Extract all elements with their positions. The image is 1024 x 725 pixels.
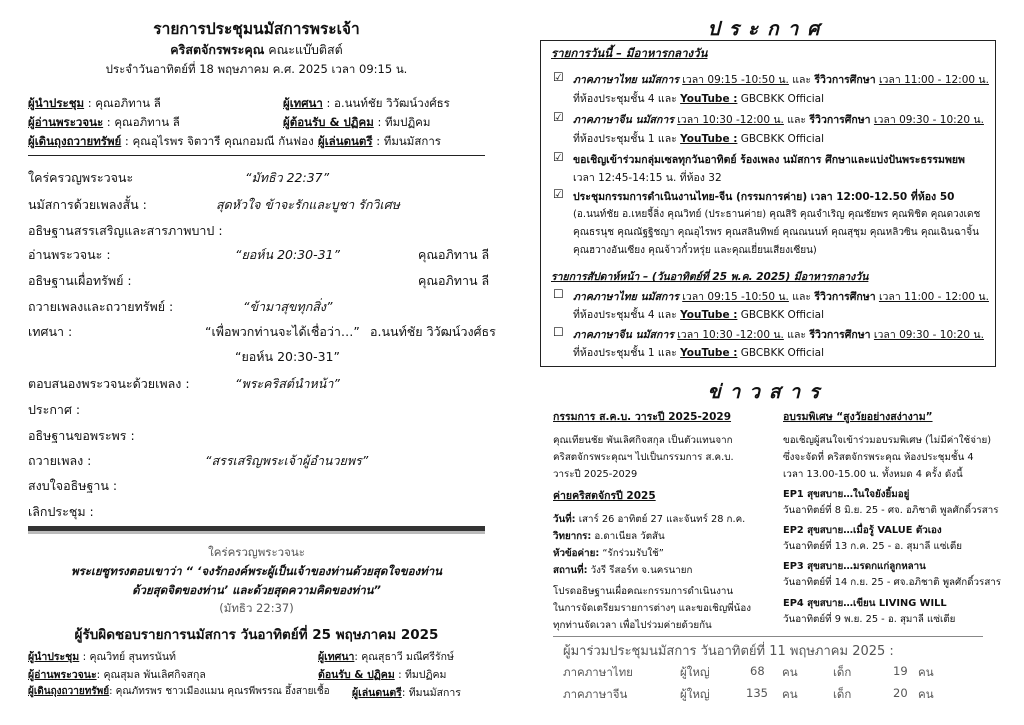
service-date: ประจำวันอาทิตย์ที่ 18 พฤษภาคม ค.ศ. 2025 เวลา 09:15 น.: [105, 62, 408, 76]
item-room: ที่ห้องประชุมชั้น 4 และ: [573, 309, 681, 321]
next-musician-label: ผู้เล่นดนตรี: [352, 687, 402, 699]
episode-date: วันอาทิตย์ที่ 13 ก.ค. 25 - อ. สุมาลี แซ่เตีย: [783, 541, 962, 552]
next-week-heading: รายการสัปดาห์หน้า – (วันอาทิตย์ที่ 25 พ.ค. 2025) มีอาหารกลางวัน: [551, 271, 869, 283]
staff-musician: [318, 133, 441, 151]
order-label: อธิษฐานขอพระพร :: [28, 428, 135, 443]
next-greeter: [318, 666, 446, 683]
next-leader-label: ผู้นำประชุม: [28, 651, 80, 663]
next-reader: [28, 666, 206, 683]
committee-meeting: ประชุมกรรมการดำเนินงานไทย-จีน (กรรมการค่าย) เวลา 12:00-12.50 ที่ห้อง 50: [573, 191, 955, 203]
news-text: คริสตจักรพระคุณฯ ไปเป็นกรรมการ ส.ค.บ.: [553, 452, 734, 463]
episode-title: EP3 สุขสบาย…มรดกแก่ลูกหลาน: [783, 561, 926, 572]
attendance-child-label: เด็ก: [833, 687, 852, 701]
checkbox-checked: ☑: [553, 110, 564, 124]
next-offering-label: ผู้เดินถุงถวายทรัพย์: [28, 686, 110, 697]
church-name-rest: คณะแบ๊บติสต์: [264, 42, 343, 57]
attendance-unit: คน: [918, 687, 934, 701]
news-text: ขอเชิญผู้สนใจเข้าร่วมอบรมพิเศษ (ไม่มีค่าใช้จ่าย): [783, 435, 992, 446]
camp-field-label: วิทยากร:: [553, 531, 592, 542]
staff-preacher-label: ผู้เทศนา: [283, 96, 323, 110]
bulletin-title: รายการประชุมนมัสการพระเจ้า: [153, 20, 360, 38]
order-label: ถวายเพลง :: [28, 453, 92, 468]
youtube-link[interactable]: YouTube :: [680, 309, 738, 321]
news-text: คุณเทียนชัย พันเลิศกิจสกุล เป็นตัวแทนจาก: [553, 435, 733, 446]
order-label: เลิกประชุม :: [28, 504, 94, 519]
next-item-line2: [573, 306, 824, 323]
committee-members: (อ.นนท์ชัย อ.เหยจี้ลิ่ง คุณวิทย์ (ประธานค่าย) คุณสิริ คุณจำเริญ คุณชัยพร คุณพิชิต คุณดวงเดช: [573, 209, 981, 220]
news-text: เวลา 13.00-15.00 น. ทั้งหมด 4 ครั้ง ดังนี้: [783, 469, 963, 480]
item-bold: ภาคภาษาไทย นมัสการ: [573, 74, 679, 86]
checkbox-unchecked: ☐: [553, 325, 564, 339]
order-detail: “ยอห์น 20:30-31”: [235, 349, 340, 364]
item-bold: ภาคภาษาจีน นมัสการ: [573, 329, 674, 341]
youtube-link[interactable]: YouTube :: [680, 347, 738, 359]
item-time2: เวลา 11:00 - 12:00 น.: [878, 74, 989, 86]
news-camp-heading: ค่ายคริสตจักรปี 2025: [553, 490, 656, 502]
order-detail: “ข้ามาสุขทุกสิ่ง”: [243, 299, 333, 314]
item-time2: เวลา 09:30 - 10:20 น.: [873, 114, 984, 126]
next-musician: [352, 684, 461, 701]
item-time: เวลา 10:30 -12:00 น.: [677, 114, 784, 126]
news-committee-heading: กรรมการ ส.ค.บ. วาระปี 2025-2029: [553, 411, 732, 423]
staff-leader: [28, 95, 161, 113]
checkbox-unchecked: ☐: [553, 287, 564, 301]
next-item-line1: [573, 326, 984, 343]
next-reader-label: ผู้อ่านพระวจนะ: [28, 669, 97, 681]
camp-field-label: หัวข้อค่าย:: [553, 548, 600, 559]
item-channel: GBCBKK Official: [737, 133, 825, 145]
youtube-link[interactable]: YouTube :: [680, 93, 738, 105]
item-room: ที่ห้องประชุมชั้น 1 และ: [573, 347, 681, 359]
camp-theme: [553, 546, 664, 561]
episode-date: วันอาทิตย์ที่ 9 พ.ย. 25 - อ. สุมาลี แซ่เตีย: [783, 614, 956, 625]
camp-field-value: “รักร่วมรับใช้”: [599, 548, 664, 559]
order-detail: “สรรเสริญพระเจ้าผู้อำนวยพร”: [205, 453, 369, 468]
next-offering: [28, 684, 330, 699]
item-time2: เวลา 09:30 - 10:20 น.: [873, 329, 984, 341]
order-label: อธิษฐานเผื่อทรัพย์ :: [28, 273, 132, 288]
item-bold: ภาคภาษาจีน นมัสการ: [573, 114, 674, 126]
committee-members: คุณธรนุช คุณณัฐฐิชญา คุณอุไรพร คุณสลินทิพย์ คุณณนนท์ คุณสุชุม คุณหลิวซิน คุณเฉินฉาจิ้น: [573, 227, 979, 238]
camp-field-value: วังรี รีสอร์ท จ.นครนายก: [587, 565, 693, 576]
item-room: ที่ห้องประชุมชั้น 1 และ: [573, 133, 681, 145]
staff-greeter-label: ผู้ต้อนรับ & ปฏิคม: [283, 115, 374, 129]
item-channel: GBCBKK Official: [737, 347, 825, 359]
today-item-line1: [573, 71, 989, 88]
meditation-ref: (มัทธิว 22:37): [219, 601, 294, 615]
staff-divider: [28, 155, 485, 156]
order-label: อธิษฐานสรรเสริญและสารภาพบาป :: [28, 223, 223, 238]
next-leader: [28, 648, 176, 665]
staff-preacher: [283, 95, 450, 113]
item-mid: และ: [788, 74, 815, 86]
order-label: นมัสการด้วยเพลงสั้น :: [28, 197, 147, 212]
order-detail: “ยอห์น 20:30-31”: [235, 247, 340, 262]
attendance-child-count: 19: [893, 664, 908, 678]
item-mid: และ: [783, 114, 810, 126]
item-bold2: รีวิวการศึกษา: [814, 74, 876, 86]
order-person: คุณอภิทาน ลี: [418, 247, 490, 262]
today-heading: รายการวันนี้ – มีอาหารกลางวัน: [551, 46, 708, 60]
attendance-title: ผู้มาร่วมประชุมนมัสการ วันอาทิตย์ที่ 11 พฤษภาคม 2025 :: [563, 644, 894, 659]
episode-title: EP4 สุขสบาย…เขียน LIVING WILL: [783, 598, 947, 609]
camp-location: [553, 563, 692, 578]
meditation-line1: พระเยซูทรงตอบเขาว่า “ ‘จงรักองค์พระผู้เป็นเจ้าของท่านด้วยสุดใจของท่าน: [70, 564, 443, 578]
meditation-line2: ด้วยสุดจิตของท่าน’ และด้วยสุดความคิดของท่าน”: [132, 583, 381, 597]
next-preacher-label: ผู้เทศนา: [318, 651, 355, 663]
cell-group-time: เวลา 12:45-14:15 น. ที่ห้อง 32: [573, 172, 722, 184]
attendance-adult-count: 135: [746, 686, 768, 700]
news-seminar-heading: อบรมพิเศษ “สูงวัยอย่างสง่างาม”: [783, 411, 933, 423]
episode-date: วันอาทิตย์ที่ 8 มิ.ย. 25 - ศจ. อภิชาติ พูลศักดิ์วรสาร: [783, 505, 999, 516]
next-item-line1: [573, 288, 989, 305]
attendance-unit: คน: [782, 665, 798, 679]
news-text: ซึ่งจะจัดที่ คริสตจักรพระคุณ ห้องประชุมชั้น 4: [783, 452, 974, 463]
order-label: ถวายเพลงและถวายทรัพย์ :: [28, 299, 174, 314]
item-bold: ภาคภาษาไทย นมัสการ: [573, 291, 679, 303]
checkbox-checked: ☑: [553, 187, 564, 201]
staff-offering-value: : คุณอุไรพร จิตวารี คุณกอมณี กันฟอง: [121, 134, 314, 148]
next-musician-value: : ทีมนมัสการ: [401, 687, 461, 699]
section-divider: [28, 526, 485, 531]
order-person: คุณอภิทาน ลี: [418, 273, 490, 288]
order-detail: “พระคริสต์นำหน้า”: [235, 376, 340, 391]
camp-date: [553, 512, 745, 527]
staff-leader-value: : คุณอภิทาน ลี: [84, 96, 161, 110]
attendance-child-label: เด็ก: [833, 665, 852, 679]
item-time: เวลา 10:30 -12:00 น.: [677, 329, 784, 341]
church-name: [28, 40, 485, 60]
order-detail: “มัทธิว 22:37”: [245, 170, 330, 185]
item-channel: GBCBKK Official: [737, 93, 825, 105]
staff-reader: [28, 114, 180, 132]
today-item-line2: [573, 90, 824, 107]
item-time2: เวลา 11:00 - 12:00 น.: [878, 291, 989, 303]
church-name-bold: คริสตจักรพระคุณ: [170, 42, 265, 57]
attendance-group: ภาคภาษาจีน: [563, 687, 628, 701]
item-room: ที่ห้องประชุมชั้น 4 และ: [573, 93, 681, 105]
today-item-line2: [573, 130, 824, 147]
attendance-child-count: 20: [893, 686, 908, 700]
today-item-line1: [573, 111, 984, 128]
attendance-adult-label: ผู้ใหญ่: [680, 665, 710, 679]
order-detail: “เพื่อพวกท่านจะได้เชื่อว่า…”: [205, 324, 360, 339]
order-label: อ่านพระวจนะ :: [28, 247, 111, 262]
next-offering-value: : คุณภัทรพร ชาวเมืองแมน คุณรพีพรรณ อึ้งสายเชื้อ: [109, 686, 330, 697]
staff-musician-value: : ทีมนมัสการ: [372, 134, 441, 148]
order-label: เทศนา :: [28, 324, 73, 339]
episode-title: EP2 สุขสบาย…เมื่อรู้ VALUE ตัวเอง: [783, 525, 942, 536]
next-week-title: ผู้รับผิดชอบรายการนมัสการ วันอาทิตย์ที่ 25 พฤษภาคม 2025: [74, 627, 439, 643]
announcements-title: ประกาศ: [707, 18, 829, 40]
meditation-heading: ใคร่ครวญพระวจนะ: [208, 545, 305, 559]
news-text: โปรดอธิษฐานเผื่อคณะกรรมการดำเนินงาน: [553, 586, 734, 597]
next-item-line2: [573, 344, 824, 361]
staff-offering-label: ผู้เดินถุงถวายทรัพย์: [28, 134, 122, 148]
attendance-group: ภาคภาษาไทย: [563, 665, 633, 679]
attendance-unit: คน: [782, 687, 798, 701]
item-time: เวลา 09:15 -10:50 น.: [682, 74, 789, 86]
camp-field-label: สถานที่:: [553, 565, 588, 576]
staff-greeter-value: : ทีมปฏิคม: [373, 115, 431, 129]
checkbox-checked: ☑: [553, 70, 564, 84]
cell-group-invite: ขอเชิญเข้าร่วมกลุ่มเซลทุกวันอาทิตย์ ร้องเพลง นมัสการ ศึกษาและแบ่งปันพระธรรมพยพ: [573, 154, 965, 166]
news-text: วาระปี 2025-2029: [553, 469, 638, 480]
staff-greeter: [283, 114, 430, 132]
news-title: ข่าวสาร: [707, 381, 829, 403]
item-mid: และ: [788, 291, 815, 303]
camp-field-value: อ.ดาเนียล วัตสัน: [591, 531, 665, 542]
staff-preacher-value: : อ.นนท์ชัย วิวัฒน์วงศ์ธร: [322, 96, 450, 110]
staff-musician-label: ผู้เล่นดนตรี: [318, 134, 373, 148]
episode-title: EP1 สุขสบาย…ในใจยังยิ้มอยู่: [783, 489, 910, 500]
item-bold2: รีวิวการศึกษา: [809, 329, 871, 341]
camp-field-label: วันที่:: [553, 514, 576, 525]
next-greeter-label: ต้อนรับ & ปฏิคม: [318, 669, 395, 681]
next-greeter-value: : ทีมปฏิคม: [398, 669, 447, 681]
camp-field-value: เสาร์ 26 อาทิตย์ 27 และจันทร์ 28 ก.ค.: [575, 514, 746, 525]
item-channel: GBCBKK Official: [737, 309, 825, 321]
attendance-unit: คน: [918, 665, 934, 679]
order-label: ตอบสนองพระวจนะด้วยเพลง :: [28, 376, 190, 391]
episode-date: วันอาทิตย์ที่ 14 ก.ย. 25 - ศจ.อภิชาติ พูลศักดิ์วรสาร: [783, 577, 1002, 588]
camp-speaker: [553, 529, 665, 544]
attendance-adult-label: ผู้ใหญ่: [680, 687, 710, 701]
staff-reader-label: ผู้อ่านพระวจนะ: [28, 115, 104, 129]
committee-members: คุณฮวางอันเซียง คุณจ้าวกั๋วหรุ่ย และคุณเยี่ยนเสียงเซียน): [573, 245, 817, 256]
staff-offering: [28, 133, 314, 151]
order-detail: สุดหัวใจ ข้าจะรักและบูชา รักวิเศษ: [216, 197, 400, 212]
next-preacher: [318, 648, 454, 665]
next-preacher-value: : คุณสุธาวี มณีศรีรักษ์: [354, 651, 454, 663]
next-reader-value: : คุณสุมล พันเลิศกิจสกุล: [96, 669, 206, 681]
youtube-link[interactable]: YouTube :: [680, 133, 738, 145]
order-label: ใคร่ครวญพระวจนะ: [28, 170, 134, 185]
item-mid: และ: [783, 329, 810, 341]
news-text: ในการจัดเตรียมรายการต่างๆ และขอเชิญพี่น้อง: [553, 603, 751, 614]
attendance-divider: [553, 636, 983, 637]
item-time: เวลา 09:15 -10:50 น.: [682, 291, 789, 303]
order-label: สงบใจอธิษฐาน :: [28, 478, 118, 493]
staff-leader-label: ผู้นำประชุม: [28, 96, 85, 110]
item-bold2: รีวิวการศึกษา: [809, 114, 871, 126]
checkbox-checked: ☑: [553, 150, 564, 164]
staff-reader-value: : คุณอภิทาน ลี: [103, 115, 180, 129]
order-person: อ.นนท์ชัย วิวัฒน์วงศ์ธร: [370, 324, 496, 339]
item-bold2: รีวิวการศึกษา: [814, 291, 876, 303]
order-label: ประกาศ :: [28, 402, 81, 417]
news-text: ทุกท่านจัดเวลา เพื่อไปร่วมค่ายด้วยกัน: [553, 620, 712, 631]
next-leader-value: : คุณวิทย์ สุนทรนันท์: [82, 651, 176, 663]
attendance-adult-count: 68: [750, 664, 765, 678]
